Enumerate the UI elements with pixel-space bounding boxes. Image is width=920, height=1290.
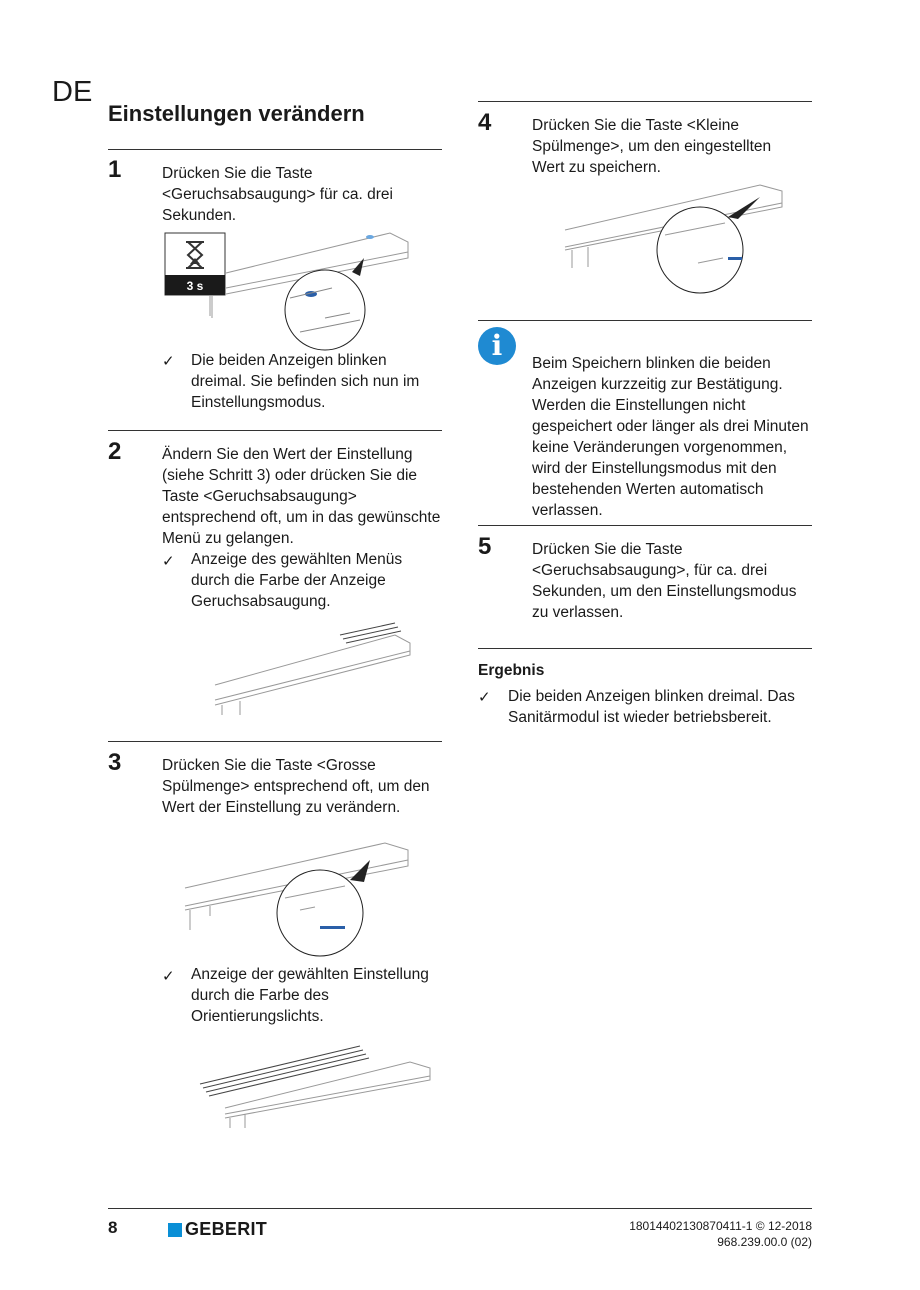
result-text: Die beiden Anzeigen blinken dreimal. Das Sanitärmodul ist wieder betriebsbereit. bbox=[508, 688, 795, 726]
check-icon: ✓ bbox=[478, 689, 491, 706]
illustration-step-3 bbox=[180, 838, 420, 963]
step-number: 3 bbox=[108, 749, 122, 776]
step-text: Drücken Sie die Taste <Grosse Spülmenge> entsprechend oft, um den Wert der Einstellung zu verändern. bbox=[162, 757, 430, 816]
illustration-step-2 bbox=[210, 615, 425, 715]
step-number: 1 bbox=[108, 156, 122, 183]
timer-label: 3 s bbox=[186, 279, 204, 293]
divider bbox=[478, 648, 812, 649]
illustration-step-1 bbox=[160, 228, 420, 353]
step-number: 5 bbox=[478, 533, 492, 560]
check-icon: ✓ bbox=[162, 553, 175, 570]
divider bbox=[478, 525, 812, 526]
step-text: Ändern Sie den Wert der Einstellung (siehe Schritt 3) oder drücken Sie die Taste <Geruchsabsaugung> entsprechend oft, um in das gewünschte Menü zu gelangen. bbox=[162, 446, 441, 547]
step-text: Drücken Sie die Taste <Geruchsabsaugung> für ca. drei Sekunden. bbox=[162, 165, 393, 224]
document-info bbox=[629, 1218, 812, 1250]
step-result: Die beiden Anzeigen blinken dreimal. Sie befinden sich nun im Einstellungsmodus. bbox=[191, 352, 420, 411]
info-icon: i bbox=[478, 327, 516, 365]
page-title: Einstellungen verändern bbox=[108, 101, 365, 126]
step-result: Anzeige des gewählten Menüs durch die Farbe der Anzeige Geruchsabsaugung. bbox=[191, 551, 403, 610]
logo-square-icon bbox=[168, 1223, 182, 1237]
language-label: DE bbox=[52, 76, 93, 108]
page-number: 8 bbox=[108, 1218, 118, 1237]
divider bbox=[478, 101, 812, 102]
step-text: Drücken Sie die Taste <Kleine Spülmenge>, um den eingestellten Wert zu speichern. bbox=[532, 117, 772, 176]
check-icon: ✓ bbox=[162, 353, 175, 370]
step-text: Drücken Sie die Taste <Geruchsabsaugung>, für ca. drei Sekunden, um den Einstellungsmodus zu verlassen. bbox=[532, 541, 797, 621]
divider bbox=[108, 430, 442, 431]
step-number: 4 bbox=[478, 109, 492, 136]
divider bbox=[478, 320, 812, 321]
divider bbox=[108, 741, 442, 742]
geberit-logo bbox=[168, 1219, 267, 1240]
step-number: 2 bbox=[108, 438, 122, 465]
step-result: Anzeige der gewählten Einstellung durch die Farbe des Orientierungslichts. bbox=[191, 966, 429, 1025]
brand-name: GEBERIT bbox=[185, 1219, 268, 1239]
document-id: 18014402130870411-1 © 12-2018 bbox=[629, 1219, 812, 1233]
info-text: Beim Speichern blinken die beiden Anzeigen kurzzeitig zur Bestätigung. Werden die Einstellungen nicht gespeichert oder länger als drei Minuten keine Veränderungen vorgenommen, wird der Einstellungsmodus mit den bestehenden Werten automatisch verlassen. bbox=[532, 355, 809, 519]
check-icon: ✓ bbox=[162, 968, 175, 985]
result-heading: Ergebnis bbox=[478, 662, 545, 679]
illustration-step-3b bbox=[195, 1038, 435, 1128]
illustration-step-4 bbox=[560, 175, 790, 300]
divider bbox=[108, 149, 442, 150]
document-number: 968.239.00.0 (02) bbox=[717, 1235, 812, 1249]
footer-divider bbox=[108, 1208, 812, 1209]
